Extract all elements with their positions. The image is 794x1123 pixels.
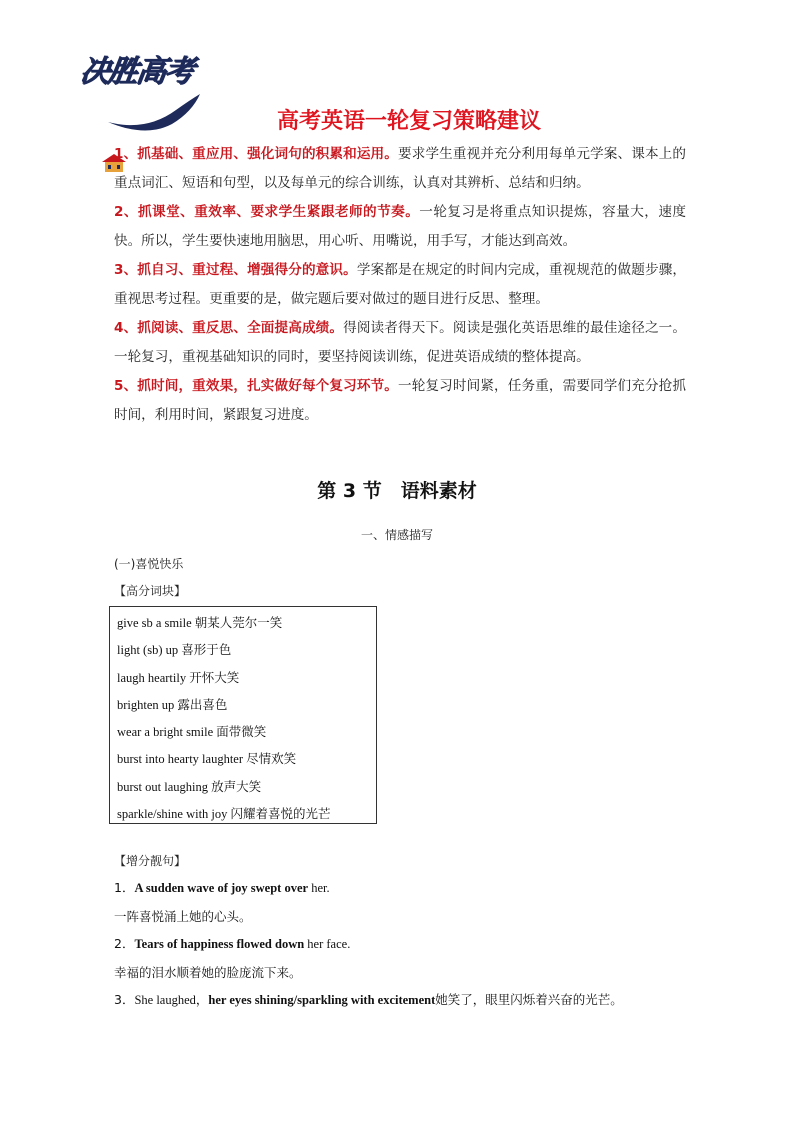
phrase-row: burst into hearty laughter 尽情欢笑	[117, 751, 297, 767]
phrase-row: wear a bright smile 面带微笑	[117, 724, 267, 740]
sentence-en: 3．She laughed，her eyes shining/sparkling with excitement她笑了，眼里闪烁着兴奋的光芒。	[114, 992, 623, 1007]
section-title: 第 3 节 语料素材	[317, 480, 477, 502]
strategy-item: 2、抓课堂、重效率、要求学生紧跟老师的节奏。一轮复习是将重点知识提炼，容量大，速度快。所以，学生要快速地用脑思，用心听、用嘴说，用手写，才能达到高效。	[114, 204, 686, 249]
phrase-box	[109, 606, 377, 824]
phrases-label: 【高分词块】	[114, 584, 187, 598]
logo-text: 决胜高考	[77, 54, 195, 89]
phrase-row: brighten up 露出喜色	[117, 696, 228, 712]
phrase-row: give sb a smile 朝某人莞尔一笑	[117, 615, 283, 630]
strategy-item: 3、抓自习、重过程、增强得分的意识。学案都是在规定的时间内完成，重视规范的做题步骤，重视思考过程。更重要的是，做完题后要对做过的题目进行反思、整理。	[114, 262, 687, 307]
strategy-item: 4、抓阅读、重反思、全面提高成绩。得阅读者得天下。阅读是强化英语思维的最佳途径之一。一轮复习，重视基础知识的同时，要坚持阅读训练，促进英语成绩的整体提高。	[114, 320, 686, 365]
sentence-zh: 幸福的泪水顺着她的脸庞流下来。	[114, 964, 302, 980]
phrase-row: burst out laughing 放声大笑	[117, 778, 262, 794]
phrase-row: laugh heartily 开怀大笑	[117, 669, 240, 685]
strategy-list	[114, 140, 686, 430]
phrase-row: light (sb) up 喜形于色	[117, 642, 232, 658]
subsection-title: 一、情感描写	[360, 528, 433, 542]
sentence-en: 2．Tears of happiness flowed down her face.	[114, 936, 351, 951]
sentence-list	[114, 874, 694, 1015]
sentence-en: 1．A sudden wave of joy swept over her.	[114, 880, 330, 895]
sentence-zh: 一阵喜悦涌上她的心头。	[114, 908, 252, 924]
strategy-item: 5、抓时间，重效果，扎实做好每个复习环节。一轮复习时间紧，任务重，需要同学们充分抢抓时间，利用时间，紧跟复习进度。	[114, 378, 686, 423]
main-title: 高考英语一轮复习策略建议	[276, 109, 541, 134]
phrase-row: sparkle/shine with joy 闪耀着喜悦的光芒	[117, 806, 331, 822]
category-heading: (一)喜悦快乐	[114, 557, 184, 571]
sentences-label: 【增分靓句】	[114, 854, 187, 868]
strategy-item: 1、抓基础、重应用、强化词句的积累和运用。要求学生重视并充分利用每单元学案、课本上的重点词汇、短语和句型，以及每单元的综合训练，认真对其辨析、总结和归纳。	[114, 146, 686, 191]
